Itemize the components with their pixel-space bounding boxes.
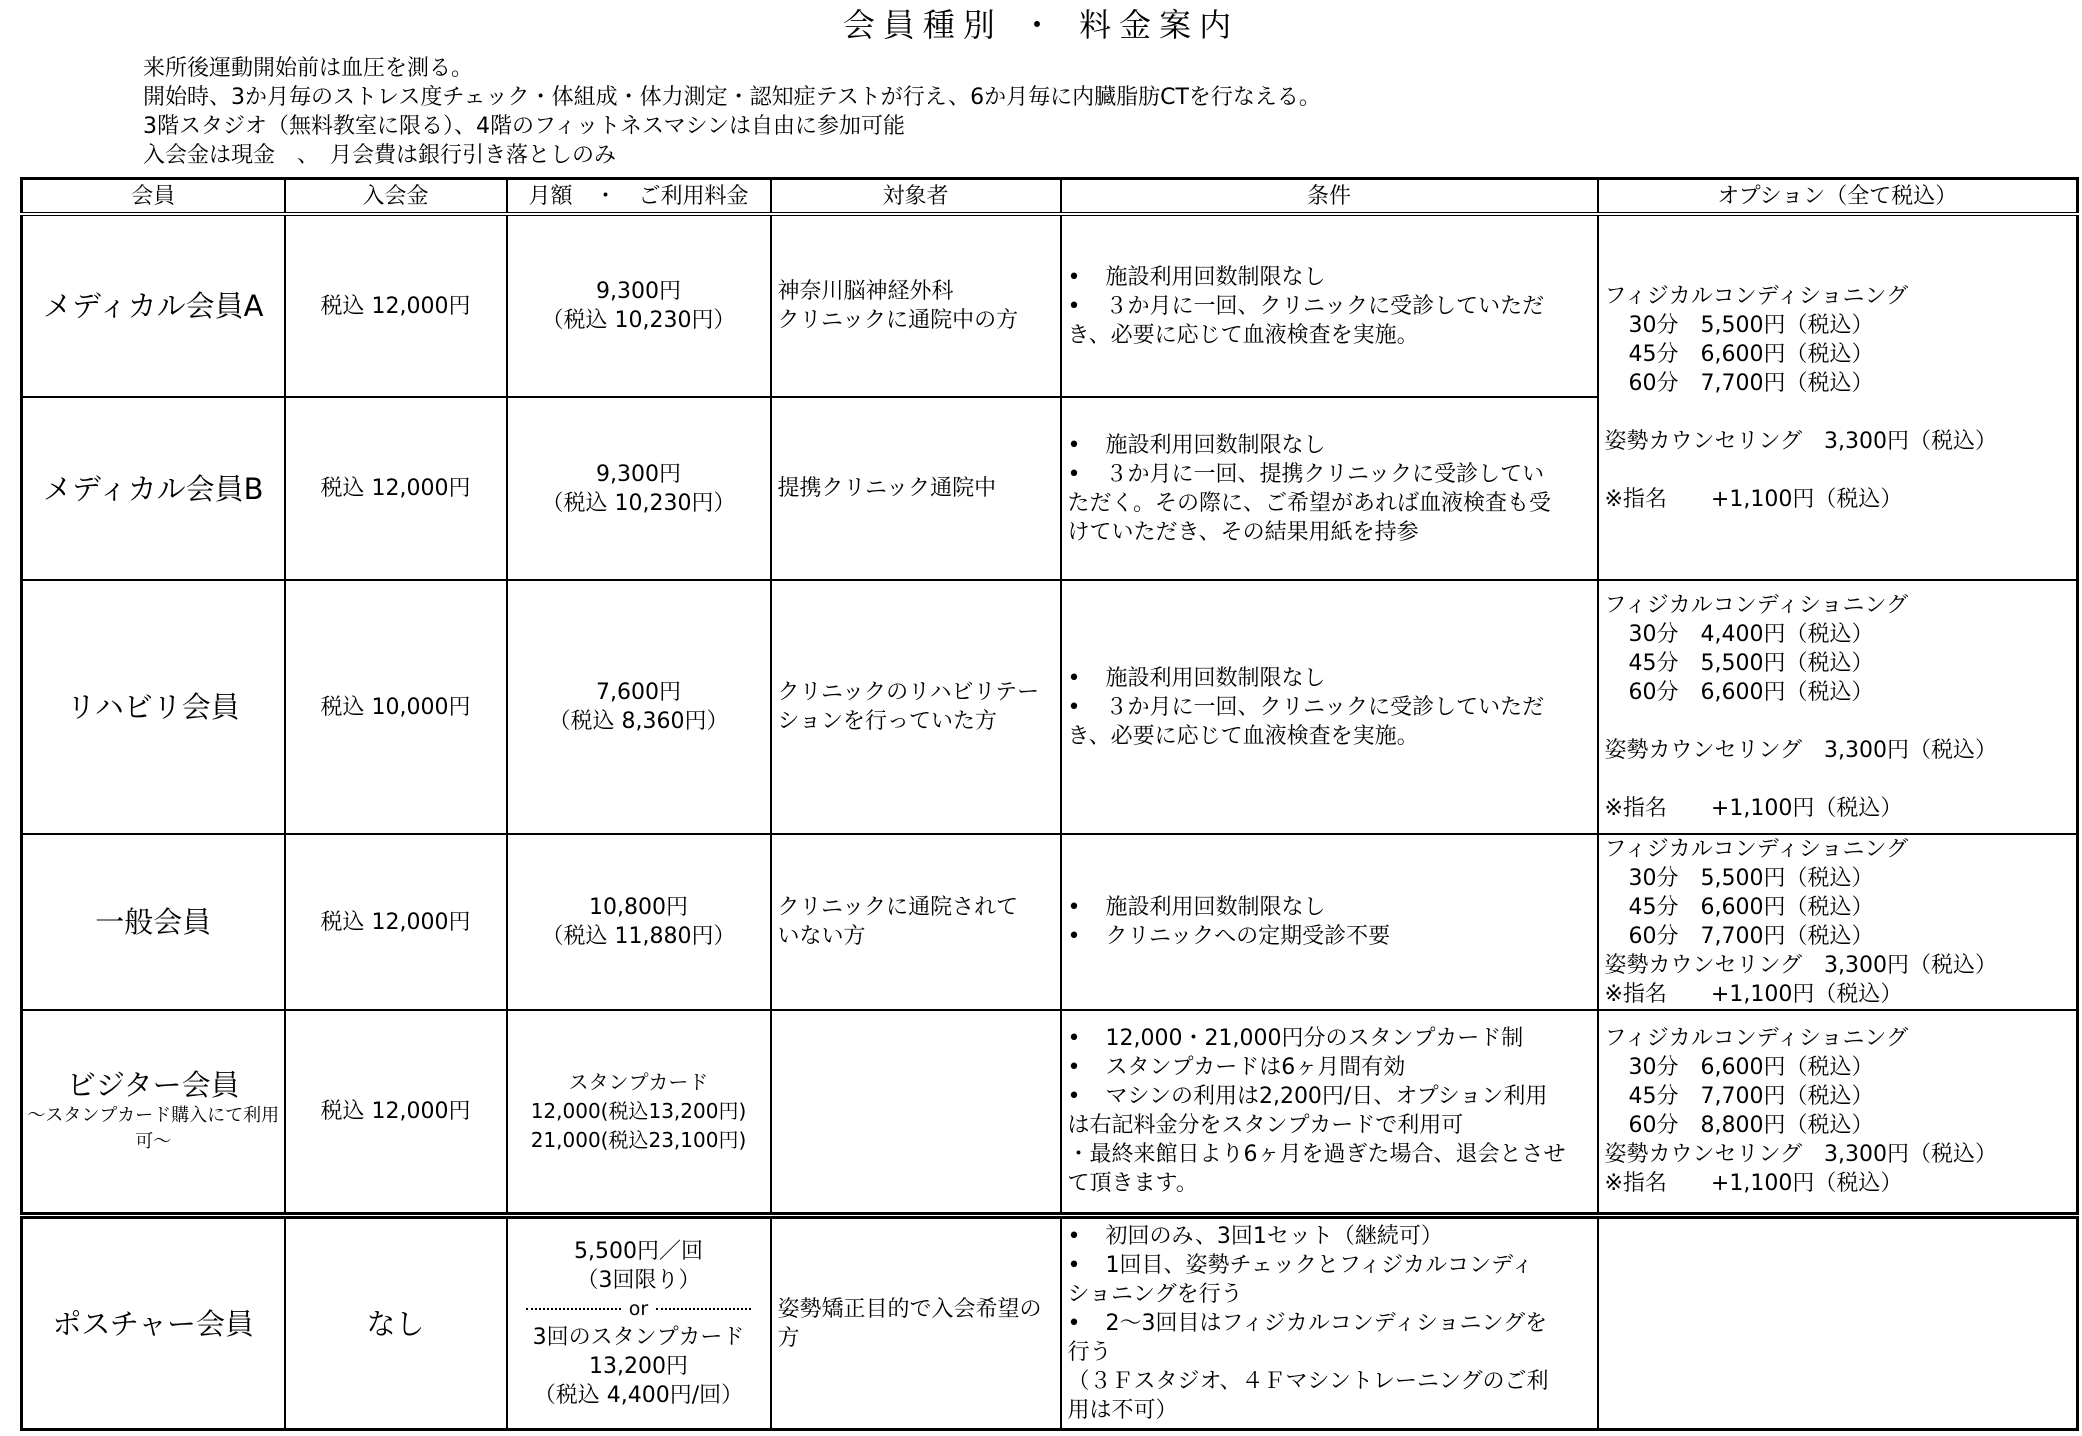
option-text: 45分 6,600円（税込） [1628,895,1874,920]
condition-text: 初回のみ、3回1セット（継続可） [1105,1224,1443,1249]
condition-line [1068,321,1591,350]
option-text: 60分 8,800円（税込） [1628,1113,1874,1139]
options [1598,1218,2078,1430]
bullet: • [1067,895,1081,920]
condition-text: き、必要に応じて血液検査を実施。 [1067,723,1419,749]
target [771,580,1061,834]
entry-fee: 税込 12,000円 [285,1010,507,1213]
note-line: 来所後運動開始前は血圧を測る。 [143,56,474,81]
condition-line [1068,263,1591,292]
bullet: • [1067,1311,1081,1336]
option-text: 姿勢カウンセリング 3,300円（税込） [1604,428,1998,454]
option-text: 姿勢カウンセリング 3,300円（税込） [1604,1142,1998,1168]
monthly-price: 9,300円 [596,461,681,487]
options [1598,1010,2078,1213]
option-text: 60分 7,700円（税込） [1628,370,1874,396]
member-name: ポスチャー会員 [22,1218,285,1430]
condition-line [1068,1053,1591,1082]
header-member: 会員 [22,179,285,215]
monthly-price: 7,600円 [596,680,681,705]
bullet: • [1067,1084,1081,1110]
condition-line [1068,1024,1591,1053]
option-text: ※指名 +1,100円（税込） [1604,486,1903,512]
option-line [1605,282,2071,311]
or-separator [514,1299,764,1319]
option-text: フィジカルコンディショニング [1604,837,1909,862]
condition-line [1068,693,1591,722]
monthly-price: 10,800円 [589,895,688,920]
options [1598,834,2078,1010]
condition-text: ・最終来館日より6ヶ月を過ぎた場合、退会とさせ [1067,1142,1566,1168]
option-line [1605,649,2071,678]
member-name: 一般会員 [22,834,285,1010]
option-line [1605,485,2071,514]
member-name: メディカル会員B [22,397,285,580]
condition-text: 用は不可） [1067,1398,1178,1423]
bullet: • [1067,1224,1081,1249]
conditions [1061,1218,1598,1430]
text-line: 神奈川脳神経外科 [777,279,954,304]
conditions [1061,834,1598,1010]
member-name-sub: ～スタンプカード購入にて利用可～ [27,1105,280,1153]
monthly-fee [507,214,771,397]
option-text: ※指名 +1,100円（税込） [1604,1171,1903,1197]
option-text: 30分 5,500円（税込） [1628,312,1874,338]
table-row [22,1218,2078,1430]
text-line: ションを行っていた方 [777,709,998,734]
spacer [1605,456,2071,485]
condition-text: 2～3回目はフィジカルコンディショニングを [1105,1311,1548,1336]
monthly-fee [507,1010,771,1213]
option-line [1605,794,2071,823]
condition-line [1068,1367,1591,1396]
notes [143,54,1321,170]
table-row [22,580,2078,834]
target [771,1010,1061,1213]
option-text: フィジカルコンディショニング [1604,283,1909,309]
membership-table [20,177,2079,1215]
condition-text: ただく。その際に、ご希望があれば血液検査も受 [1067,490,1552,516]
bullet: • [1067,694,1081,720]
text-line: 21,000(税込23,100円) [530,1127,747,1152]
entry-fee: 税込 12,000円 [285,397,507,580]
option-text: 45分 5,500円（税込） [1628,651,1874,676]
note-line: 開始時、3か月毎のストレス度チェック・体組成・体力測定・認知症テストが行え、6か月毎に内臓脂肪CTを行なえる。 [143,85,1321,110]
option-line [1605,1169,2071,1198]
condition-line [1068,664,1591,693]
posture-table [20,1216,2079,1431]
entry-fee: なし [285,1218,507,1430]
text-line: 5,500円／回 [574,1239,703,1264]
text-line: （税込 4,400円/回） [533,1383,744,1408]
condition-text: クリニックへの定期受診不要 [1105,924,1391,949]
entry-fee: 税込 12,000円 [285,834,507,1010]
header-options: オプション（全て税込） [1598,179,2078,215]
option-line [1605,311,2071,340]
option-line [1605,864,2071,893]
table-row [22,214,2078,397]
header-fee: 入会金 [285,179,507,215]
condition-text: マシンの利用は2,200円/日、オプション利用 [1105,1084,1548,1110]
member-name-main: ビジター会員 [66,1068,240,1103]
condition-line [1068,431,1591,460]
options [1598,214,2078,580]
option-line [1605,1053,2071,1082]
condition-text: 施設利用回数制限なし [1105,264,1326,290]
condition-line [1068,1169,1591,1198]
conditions [1061,1010,1598,1213]
text-line: 13,200円 [589,1354,688,1379]
condition-line [1068,922,1591,951]
monthly-price-tax: （税込 11,880円） [541,924,736,949]
condition-line [1068,292,1591,321]
condition-text: けていただき、その結果用紙を持参 [1067,519,1419,545]
monthly-fee [507,1218,771,1430]
condition-text: （３Ｆスタジオ、４Ｆマシントレーニングのご利 [1067,1369,1549,1394]
monthly-price-tax: （税込 10,230円） [541,490,736,516]
condition-text: て頂きます。 [1067,1171,1198,1197]
text-line: 姿勢矯正目的で入会希望の [777,1296,1042,1322]
text-line: （3回限り） [576,1268,701,1293]
option-text: 60分 6,600円（税込） [1628,680,1874,705]
monthly-price-tax: （税込 8,360円） [548,709,729,734]
option-line [1605,1024,2071,1053]
text-line: クリニックに通院中の方 [777,308,1019,333]
bullet: • [1067,1253,1081,1278]
monthly-price-tax: （税込 10,230円） [541,308,736,333]
bullet: • [1067,264,1081,290]
table-row [22,1010,2078,1213]
note-line: 入会金は現金 、 月会費は銀行引き落としのみ [143,143,617,168]
option-text: 30分 6,600円（税込） [1628,1055,1874,1081]
option-line [1605,980,2071,1009]
option-line [1605,922,2071,951]
target [771,834,1061,1010]
option-text: 姿勢カウンセリング 3,300円（税込） [1604,738,1998,763]
entry-fee: 税込 10,000円 [285,580,507,834]
condition-line [1068,1111,1591,1140]
condition-text: ３か月に一回、クリニックに受診していただ [1105,293,1545,319]
options [1598,580,2078,834]
condition-line [1068,1309,1591,1338]
option-text: 45分 7,700円（税込） [1628,1084,1874,1110]
option-line [1605,427,2071,456]
text-line: いない方 [777,924,866,949]
condition-text: 12,000・21,000円分のスタンプカード制 [1105,1026,1524,1052]
option-text: フィジカルコンディショニング [1604,593,1909,618]
text-line: 3回のスタンプカード [532,1325,745,1350]
condition-line [1068,1222,1591,1251]
member-name: メディカル会員A [22,214,285,397]
condition-text: 施設利用回数制限なし [1105,665,1326,691]
option-line [1605,678,2071,707]
option-line [1605,893,2071,922]
option-line [1605,736,2071,765]
monthly-price-card [514,1323,764,1410]
bullet: • [1067,432,1081,458]
target [771,397,1061,580]
condition-line [1068,1251,1591,1280]
bullet: • [1067,461,1081,487]
condition-line [1068,1396,1591,1425]
condition-text: 施設利用回数制限なし [1105,895,1326,920]
table-row [22,834,2078,1010]
text-line: 方 [777,1325,800,1351]
condition-line [1068,518,1591,547]
text-line: スタンプカード [568,1069,709,1094]
spacer [1605,707,2071,736]
member-name: リハビリ会員 [22,580,285,834]
spacer [1605,398,2071,427]
monthly-price-single [514,1237,764,1295]
conditions [1061,214,1598,397]
condition-text: き、必要に応じて血液検査を実施。 [1067,322,1419,348]
text-line: 12,000(税込13,200円) [530,1098,747,1123]
entry-fee: 税込 12,000円 [285,214,507,397]
header-row [22,179,2078,215]
condition-line [1068,1082,1591,1111]
option-line [1605,1082,2071,1111]
note-line: 3階スタジオ（無料教室に限る）、4階のフィットネスマシンは自由に参加可能 [143,114,906,139]
condition-text: 1回目、姿勢チェックとフィジカルコンディ [1105,1253,1534,1278]
target [771,214,1061,397]
option-text: 30分 5,500円（税込） [1628,866,1874,891]
condition-text: 施設利用回数制限なし [1105,432,1326,458]
option-line [1605,1140,2071,1169]
option-line [1605,591,2071,620]
header-monthly: 月額 ・ ご利用料金 [507,179,771,215]
condition-line [1068,722,1591,751]
conditions [1061,397,1598,580]
option-line [1605,835,2071,864]
condition-text: スタンプカードは6ヶ月間有効 [1105,1055,1406,1081]
condition-text: は右記料金分をスタンプカードで利用可 [1067,1113,1464,1139]
monthly-fee [507,397,771,580]
condition-line [1068,1338,1591,1367]
option-text: ※指名 +1,100円（税込） [1604,982,1903,1007]
option-line [1605,951,2071,980]
condition-line [1068,460,1591,489]
text-line: クリニックに通院されて [777,895,1019,920]
spacer [1605,765,2071,794]
text-line: 提携クリニック通院中 [777,476,997,501]
condition-line [1068,489,1591,518]
option-text: ※指名 +1,100円（税込） [1604,796,1903,821]
or-label: or [628,1298,649,1320]
text-line: クリニックのリハビリテー [777,680,1040,705]
page-title: 会員種別 ・ 料金案内 [842,6,1240,44]
target [771,1218,1061,1430]
bullet: • [1067,665,1081,691]
option-text: 45分 6,600円（税込） [1628,341,1874,367]
header-conditions: 条件 [1061,179,1598,215]
monthly-fee [507,834,771,1010]
monthly-price: 9,300円 [596,279,681,304]
condition-text: ショニングを行う [1067,1282,1243,1307]
option-line [1605,1111,2071,1140]
condition-text: ３か月に一回、クリニックに受診していただ [1105,694,1545,720]
option-line [1605,620,2071,649]
bullet: • [1067,293,1081,319]
option-line [1605,340,2071,369]
condition-line [1068,1280,1591,1309]
bullet: • [1067,1055,1081,1081]
header-target: 対象者 [771,179,1061,215]
option-text: 姿勢カウンセリング 3,300円（税込） [1604,953,1998,978]
bullet: • [1067,924,1081,949]
option-text: 60分 7,700円（税込） [1628,924,1874,949]
bullet: • [1067,1026,1081,1052]
option-text: 30分 4,400円（税込） [1628,622,1874,647]
monthly-fee [507,580,771,834]
condition-text: 行う [1067,1340,1112,1365]
member-name [22,1010,285,1213]
condition-line [1068,893,1591,922]
conditions [1061,580,1598,834]
option-text: フィジカルコンディショニング [1604,1026,1909,1052]
condition-line [1068,1140,1591,1169]
condition-text: ３か月に一回、提携クリニックに受診してい [1105,461,1545,487]
option-line [1605,369,2071,398]
